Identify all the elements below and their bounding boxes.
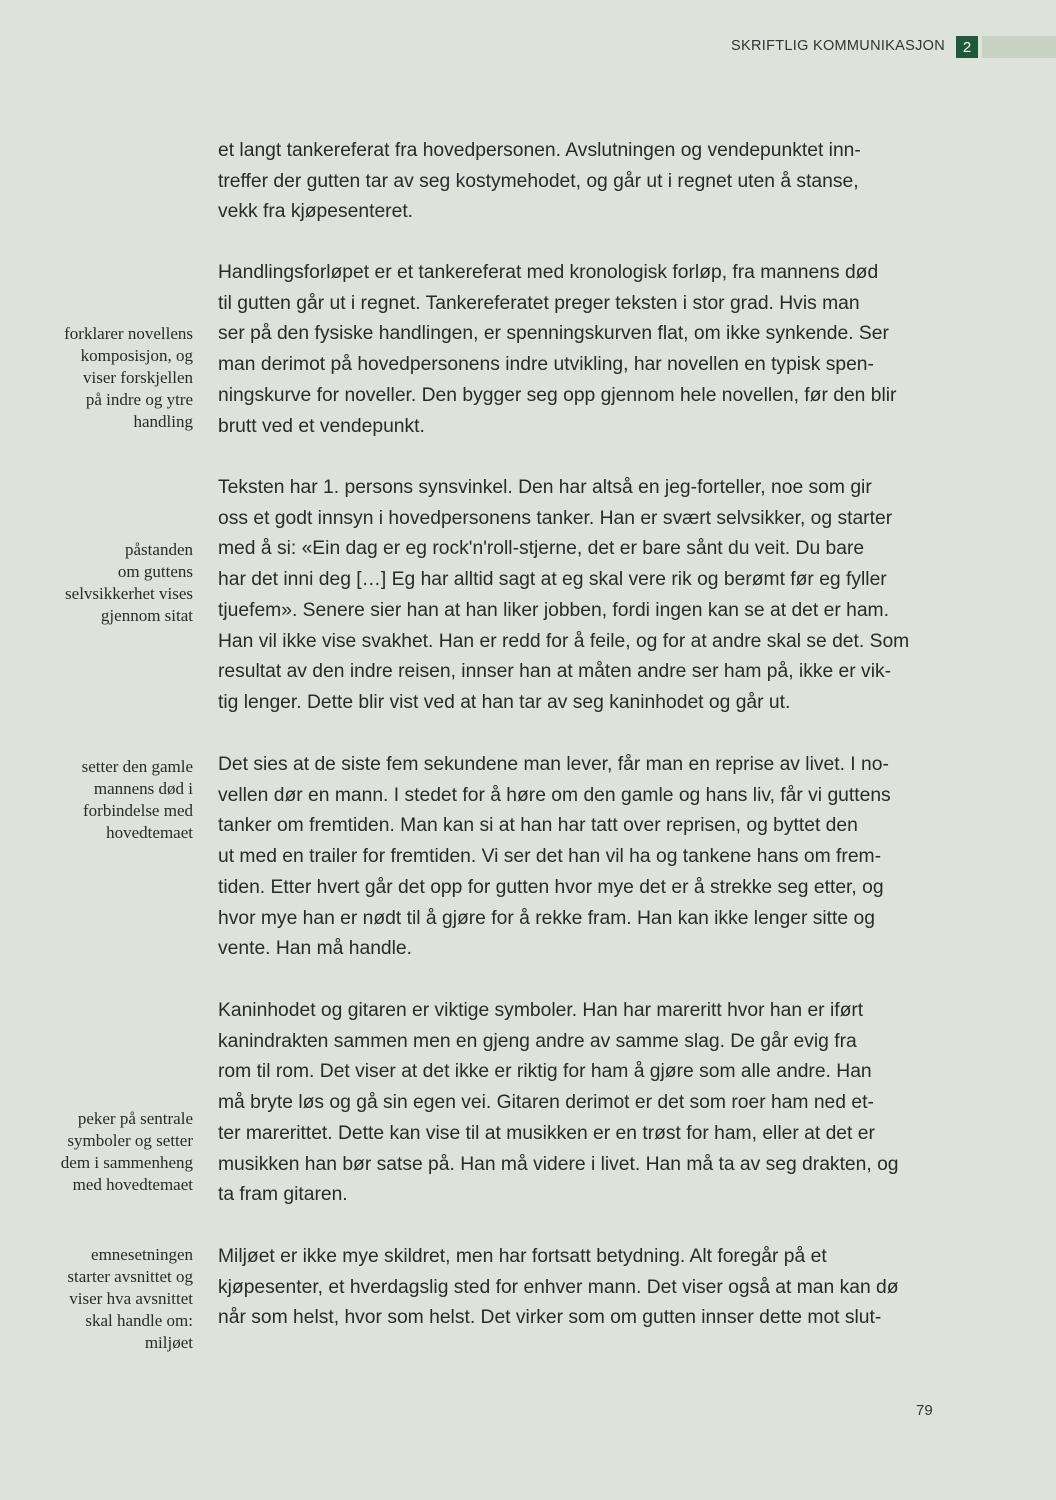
text-line: til gutten går ut i regnet. Tankereferatet preger teksten i stor grad. Hvis man (218, 292, 860, 314)
text-line: et langt tankereferat fra hovedpersonen. Avslutningen og vendepunktet inn- (218, 140, 861, 161)
note-line: viser hva avsnittet (69, 1289, 193, 1308)
text-line: tanker om fremtiden. Man kan si at han har tatt over reprisen, og byttet den (218, 815, 858, 837)
text-line: ter marerittet. Dette kan vise til at musikken er en trøst for ham, eller at det er (218, 1122, 875, 1144)
chapter-number-badge: 2 (956, 36, 978, 58)
note-line: dem i sammenheng (60, 1153, 193, 1172)
note-line: komposisjon, og (80, 346, 193, 365)
note-line: handling (133, 412, 193, 431)
margin-note-setting (67, 1244, 193, 1354)
margin-note-composition (64, 323, 193, 433)
text-line: ta fram gitaren. (218, 1184, 348, 1206)
note-line: emnesetningen (91, 1245, 193, 1264)
header-accent-bar (982, 36, 1056, 58)
paragraph-6 (218, 1242, 938, 1334)
text-line: ser på den fysiske handlingen, er spenningskurven flat, om ikke synkende. Ser (218, 323, 889, 345)
note-line: på indre og ytre (85, 390, 193, 409)
note-line: forklarer novellens (64, 324, 193, 343)
running-header (0, 36, 1056, 60)
text-line: vekk fra kjøpesenteret. (218, 201, 414, 223)
margin-note-theme (82, 756, 193, 844)
margin-note-symbols (61, 1108, 193, 1196)
note-line: peker på sentrale (77, 1109, 193, 1128)
text-line: tig lenger. Dette blir vist ved at han tar av seg kaninhodet og går ut. (218, 691, 791, 713)
text-line: har det inni deg […] Eg har alltid sagt at eg skal vere rik og berømt før eg fyller (218, 569, 887, 591)
text-line: kanindrakten sammen men en gjeng andre av samme slag. De går evig fra (218, 1030, 857, 1052)
text-line: oss et godt innsyn i hovedpersonens tanker. Han er svært selvsikker, og starter (218, 507, 893, 529)
text-line: Handlingsforløpet er et tankereferat med kronologisk forløp, fra mannens død (218, 262, 879, 283)
text-line: Det sies at de siste fem sekundene man lever, får man en reprise av livet. I no- (218, 754, 889, 775)
text-line: Han vil ikke vise svakhet. Han er redd for å feile, og for at andre skal se det. Som (218, 630, 910, 652)
margin-note-quote (65, 539, 193, 627)
note-line: selvsikkerhet vises (65, 584, 193, 603)
text-line: når som helst, hvor som helst. Det virker som om gutten innser dette mot slut- (218, 1307, 882, 1329)
text-line: Miljøet er ikke mye skildret, men har fortsatt betydning. Alt foregår på et (218, 1246, 827, 1267)
text-line: brutt ved et vendepunkt. (218, 415, 425, 437)
chapter-title: SKRIFTLIG KOMMUNIKASJON (731, 38, 945, 54)
page-number: 79 (916, 1402, 933, 1419)
text-line: treffer der gutten tar av seg kostymehodet, og går ut i regnet uten å stanse, (218, 170, 859, 192)
note-line: om guttens (117, 562, 193, 581)
note-line: skal handle om: (85, 1311, 193, 1330)
text-line: må bryte løs og gå sin egen vei. Gitaren derimot er det som roer ham ned et- (218, 1092, 874, 1114)
text-line: resultat av den indre reisen, innser han at måten andre ser ham på, ikke er vik- (218, 661, 892, 683)
note-line: hovedtemaet (106, 823, 193, 842)
note-line: med hovedtemaet (72, 1175, 193, 1194)
text-line: Teksten har 1. persons synsvinkel. Den har altså en jeg-forteller, noe som gir (218, 477, 872, 498)
paragraph-3 (218, 473, 938, 719)
text-line: rom til rom. Det viser at det ikke er riktig for ham å gjøre som alle andre. Han (218, 1061, 872, 1083)
note-line: starter avsnittet og (67, 1267, 193, 1286)
text-line: man derimot på hovedpersonens indre utvikling, har novellen en typisk spen- (218, 354, 874, 376)
text-line: Kaninhodet og gitaren er viktige symboler. Han har mareritt hvor han er iført (218, 1000, 864, 1021)
text-line: musikken han bør satse på. Han må videre i livet. Han må ta av seg drakten, og (218, 1153, 899, 1175)
note-line: symboler og setter (67, 1131, 193, 1150)
note-line: setter den gamle (81, 757, 193, 776)
text-line: tjuefem». Senere sier han at han liker jobben, fordi ingen kan se at det er ham. (218, 599, 889, 621)
note-line: viser forskjellen (83, 368, 193, 387)
note-line: mannens død i (93, 779, 193, 798)
note-line: påstanden (125, 540, 193, 559)
paragraph-5 (218, 996, 938, 1211)
text-line: kjøpesenter, et hverdagslig sted for enhver mann. Det viser også at man kan dø (218, 1276, 899, 1298)
note-line: gjennom sitat (100, 606, 193, 625)
text-line: ut med en trailer for fremtiden. Vi ser det han vil ha og tankene hans om frem- (218, 846, 882, 868)
text-line: hvor mye han er nødt til å gjøre for å rekke fram. Han kan ikke lenger sitte og (218, 907, 875, 929)
text-line: vente. Han må handle. (218, 938, 413, 960)
note-line: forbindelse med (83, 801, 193, 820)
text-line: med å si: «Ein dag er eg rock'n'roll-stjerne, det er bare sånt du veit. Du bare (218, 538, 865, 560)
text-line: tiden. Etter hvert går det opp for gutten hvor mye det er å strekke seg etter, og (218, 876, 884, 898)
text-line: vellen dør en mann. I stedet for å høre om den gamle og hans liv, får vi guttens (218, 784, 891, 806)
paragraph-4 (218, 750, 938, 965)
text-line: ningskurve for noveller. Den bygger seg opp gjennom hele novellen, før den blir (218, 384, 897, 406)
paragraph-1 (218, 136, 938, 228)
note-line: miljøet (144, 1333, 193, 1352)
paragraph-2 (218, 258, 938, 442)
